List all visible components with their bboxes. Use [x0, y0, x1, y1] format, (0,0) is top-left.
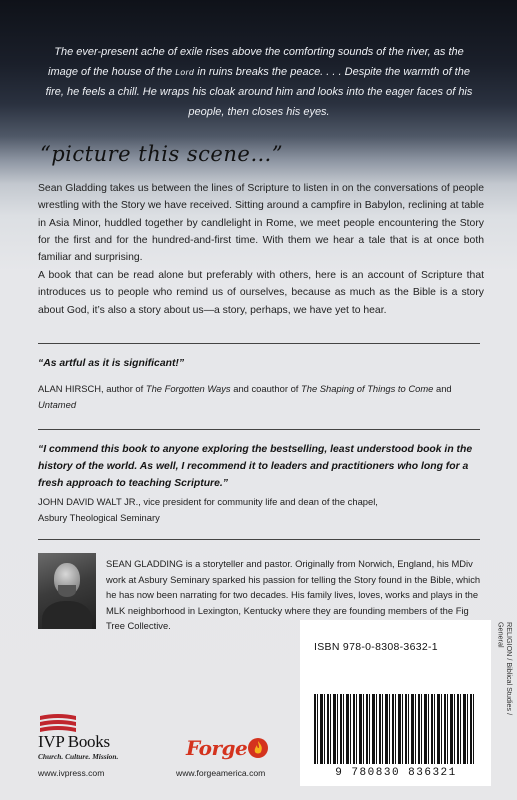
intro-lord: Lord — [175, 67, 195, 77]
book-title: The Forgotten Ways — [145, 383, 231, 394]
isbn: ISBN 978-0-8308-3632-1 — [314, 641, 438, 653]
flame-icon — [247, 737, 269, 759]
endorsement-quote-2: “I commend this book to anyone exploring the bestselling, least understood book in the history of the world. As well, I recommend it to leaders and practitioners who long for a fresh approach to teaching Scripture.” — [38, 444, 473, 489]
publisher-url: www.ivpress.com — [38, 768, 105, 778]
barcode-number: 9 780830 836321 — [335, 767, 457, 779]
attribution-text: and — [433, 383, 452, 394]
intro-text-2: in ruins breaks the peace. . . . Despite the warmth of the fire, he feels a chill. He wraps his cloak around him and looks into the eager faces of his people, then closes his eyes. — [45, 66, 473, 118]
endorsement-attribution-1 — [38, 381, 478, 413]
intro-text-1: The ever-present ache of exile rises above the comforting sounds of the river, as the image of the house of the — [48, 46, 464, 78]
author-photo — [38, 553, 96, 629]
endorsement-quote-1: “As artful as it is significant!” — [38, 358, 185, 369]
category-line: RELIGION / Biblical Studies / — [505, 622, 514, 716]
barcode-panel — [300, 620, 491, 786]
imprint-url: www.forgeamerica.com — [176, 768, 266, 778]
forge-logo: Forge — [186, 736, 248, 760]
attribution-text: ALAN HIRSCH, author of — [38, 383, 146, 394]
divider — [38, 429, 480, 430]
category-line: General — [496, 622, 506, 648]
divider — [38, 343, 480, 344]
endorsement-attribution-2 — [38, 494, 478, 526]
attribution-text: Asbury Theological Seminary — [38, 512, 160, 523]
description-paragraph-2: A book that can be read alone but preferably with others, here is an account of Scripture that introduces us to people who remind us of ourselves, because as much as the Bible is a story about God, it’s also a story about us—a story, perhaps, we have yet to hear. — [38, 270, 484, 316]
attribution-text: JOHN DAVID WALT JR., vice president for community life and dean of the chapel, — [38, 496, 378, 507]
description-paragraph-1: Sean Gladding takes us between the lines of Scripture to listen in on the conversations of people wrestling with the Story we have received. Sitting around a campfire in Babylon, reclining at table in Asia Minor, huddled together by candlelight in Rome, we meet people encountering the Story for the first and for the hundred-and-first time. With them we hear a tale that is at once both familiar and surprising. — [38, 183, 484, 264]
divider — [38, 539, 480, 540]
intro-excerpt — [38, 42, 480, 122]
author-bio: SEAN GLADDING is a storyteller and pastor. Originally from Norwich, England, his MDiv work at Asbury Seminary sparked his passion for telling the Story found in the Bible, which he has now been narrating for two decades. His family lives, loves, works and plays in the MLK neighborhood in Lexington, Kentucky where they are founding members of the Fig Tree Collective. — [106, 558, 481, 632]
handwritten-tagline: “picture this scene…” — [40, 142, 284, 166]
publisher-name: IVP Books — [38, 732, 110, 751]
publisher-tagline: Church. Culture. Mission. — [38, 752, 119, 761]
category-label — [496, 622, 513, 715]
attribution-text: and coauthor of — [230, 383, 301, 394]
barcode-graphic — [314, 694, 476, 764]
book-title: Untamed — [38, 399, 77, 410]
book-title: The Shaping of Things to Come — [301, 383, 434, 394]
